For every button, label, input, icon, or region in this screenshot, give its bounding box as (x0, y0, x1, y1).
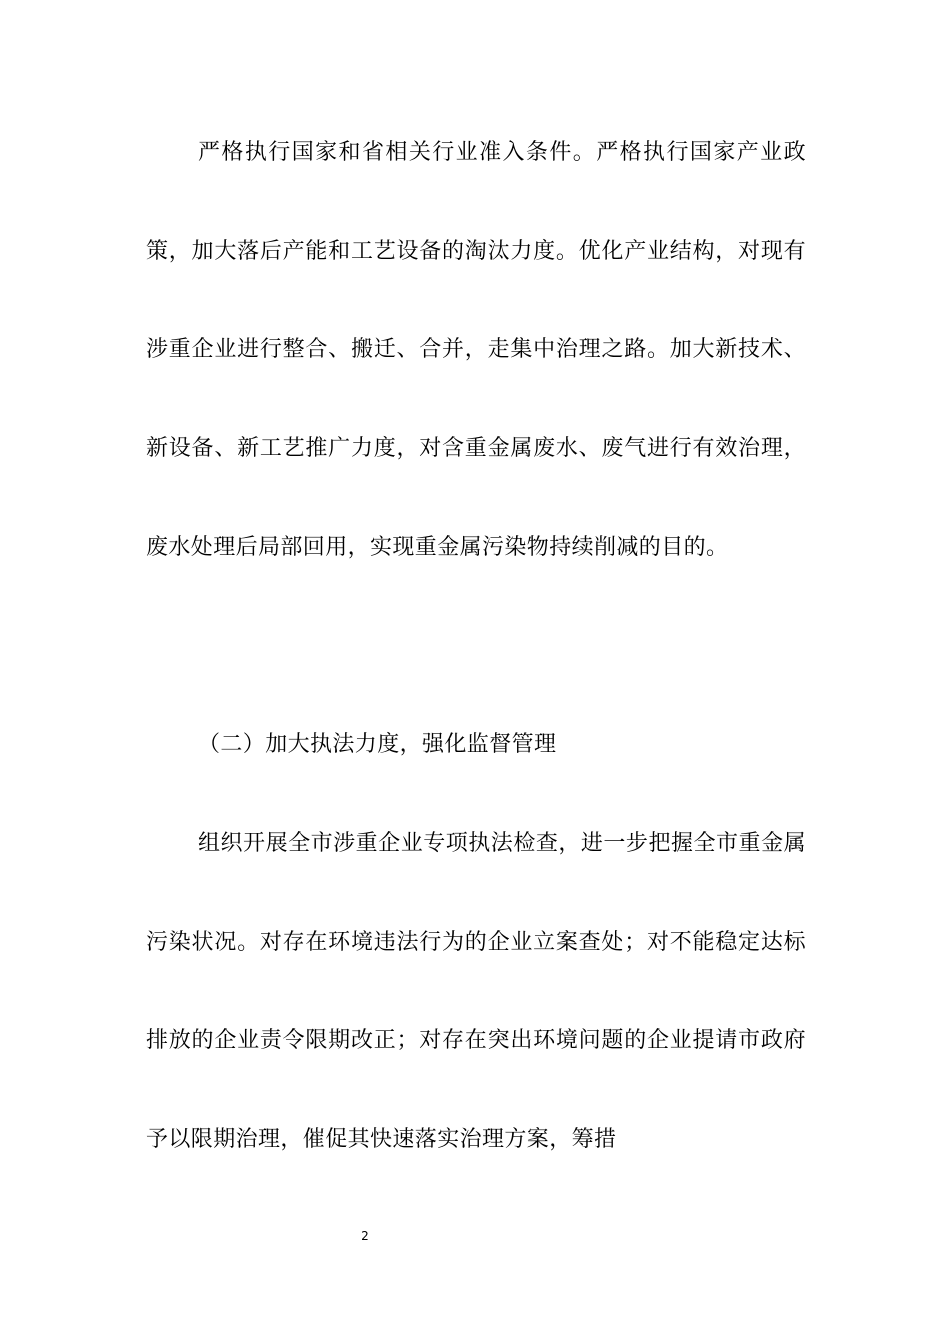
page-number: 2 (361, 1229, 369, 1243)
section-heading-enforcement: （二）加大执法力度，强化监督管理 (198, 732, 557, 757)
paragraph-industry-access: 严格执行国家和省相关行业准入条件。严格执行国家产业政策，加大落后产能和工艺设备的淘汰力度。优化产业结构，对现有涉重企业进行整合、搬迁、合并，走集中治理之路。加大新技术、新设备、新工艺推广力度，对含重金属废水、废气进行有效治理，废水处理后局部回用，实现重金属污染物持续削减的目的。 (146, 140, 806, 560)
paragraph-enforcement-inspection: 组织开展全市涉重企业专项执法检查，进一步把握全市重金属污染状况。对存在环境违法行为的企业立案查处；对不能稳定达标排放的企业责令限期改正；对存在突出环境问题的企业提请市政府予以限期治理，催促其快速落实治理方案，筹措 (146, 831, 806, 1153)
